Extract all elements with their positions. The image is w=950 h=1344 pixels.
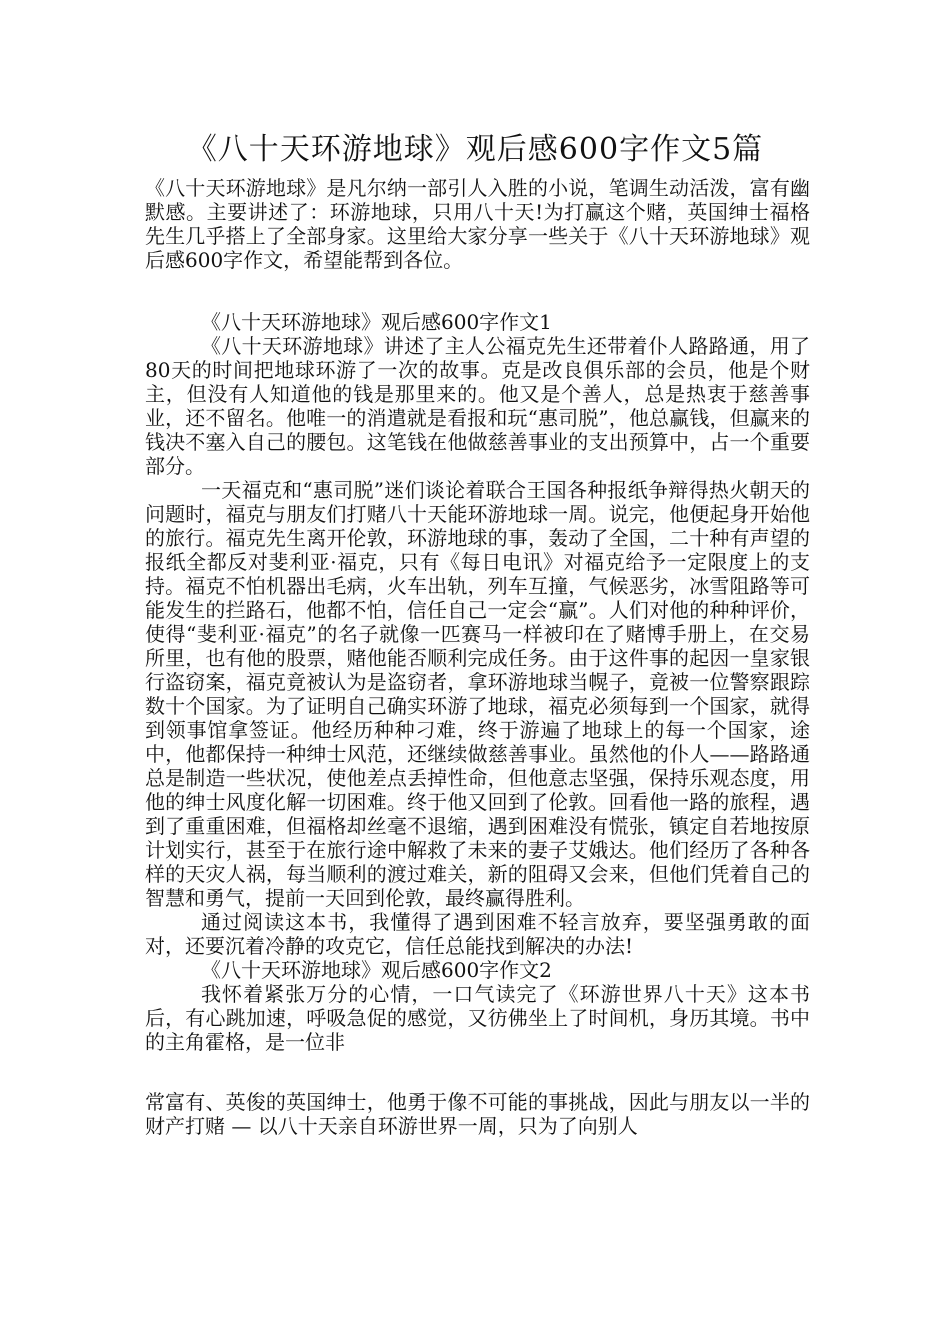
essay1-paragraph-3: 通过阅读这本书，我懂得了遇到困难不轻言放弃，要坚强勇敢的面对，还要沉着冷静的攻克它，信任总能找到解决的办法! bbox=[145, 910, 810, 958]
page-break bbox=[145, 1054, 810, 1090]
essay2-heading: 《八十天环游地球》观后感600字作文2 bbox=[201, 958, 552, 982]
essay1-paragraph-2: 一天福克和“惠司脱”迷们谈论着联合王国各种报纸争辩得热火朝天的问题时，福克与朋友们打赌八十天能环游地球一周。说完，他便起身开始他的旅行。福克先生离开伦敦，环游地球的事，轰动了全国，二十种有声望的报纸全都反对斐利亚·福克，只有《每日电讯》对福克给予一定限度上的支持。福克不怕机器出毛病，火车出轨，列车互撞，气候恶劣，冰雪阻路等可能发生的拦路石，他都不怕，信任自己一定会“赢”。人们对他的种种评价，使得“斐利亚·福克”的名子就像一匹赛马一样被印在了赌博手册上，在交易所里，也有他的股票，赌他能否顺利完成任务。由于这件事的起因一皇家银行盗窃案，福克竟被认为是盗窃者，拿环游地球当幌子，竟被一位警察跟踪数十个国家。为了证明自己确实环游了地球，福克必须每到一个国家，就得到领事馆拿签证。他经历种种刁难，终于游遍了地球上的每一个国家，途中，他都保持一种绅士风范，还继续做慈善事业。虽然他的仆人——路路通总是制造一些状况，使他差点丢掉性命，但他意志坚强，保持乐观态度，用他的绅士风度化解一切困难。终于他又回到了伦敦。回看他一路的旅程，遇到了重重困难，但福格却丝毫不退缩，遇到困难没有慌张，镇定自若地按原计划实行，甚至于在旅行途中解救了未来的妻子艾娥达。他们经历了各种各样的天灾人祸，每当顺利的渡过难关，新的阻碍又会来，但他们凭着自己的智慧和勇气，提前一天回到伦敦，最终赢得胜利。 bbox=[145, 478, 810, 910]
paragraph-gap bbox=[145, 272, 810, 310]
essay2-paragraph-1: 我怀着紧张万分的心情，一口气读完了《环游世界八十天》这本书后，有心跳加速，呼吸急促的感觉，又彷佛坐上了时间机，身历其境。书中的主角霍格，是一位非 bbox=[145, 982, 810, 1054]
essay2-continuation: 常富有、英俊的英国绅士，他勇于像不可能的事挑战，因此与朋友以一半的财产打赌 — 以八十天亲自环游世界一周，只为了向别人 bbox=[145, 1090, 810, 1138]
essay1-heading: 《八十天环游地球》观后感600字作文1 bbox=[201, 310, 552, 334]
document-title: 《八十天环游地球》观后感600字作文5篇 bbox=[186, 132, 764, 167]
essay1-paragraph-1: 《八十天环游地球》讲述了主人公福克先生还带着仆人路路通，用了80天的时间把地球环游了一次的故事。克是改良俱乐部的会员，他是个财主，但没有人知道他的钱是那里来的。他又是个善人，总是热衷于慈善事业，还不留名。他唯一的消遣就是看报和玩“惠司脱”，他总赢钱，但赢来的钱决不塞入自己的腰包。这笔钱在他做慈善事业的支出预算中，占一个重要部分。 bbox=[145, 334, 810, 478]
document-body bbox=[145, 176, 810, 1138]
intro-paragraph: 《八十天环游地球》是凡尔纳一部引人入胜的小说，笔调生动活泼，富有幽默感。主要讲述了：环游地球，只用八十天!为打赢这个赌，英国绅士福格先生几乎搭上了全部身家。这里给大家分享一些关于《八十天环游地球》观后感600字作文，希望能帮到各位。 bbox=[145, 176, 810, 272]
